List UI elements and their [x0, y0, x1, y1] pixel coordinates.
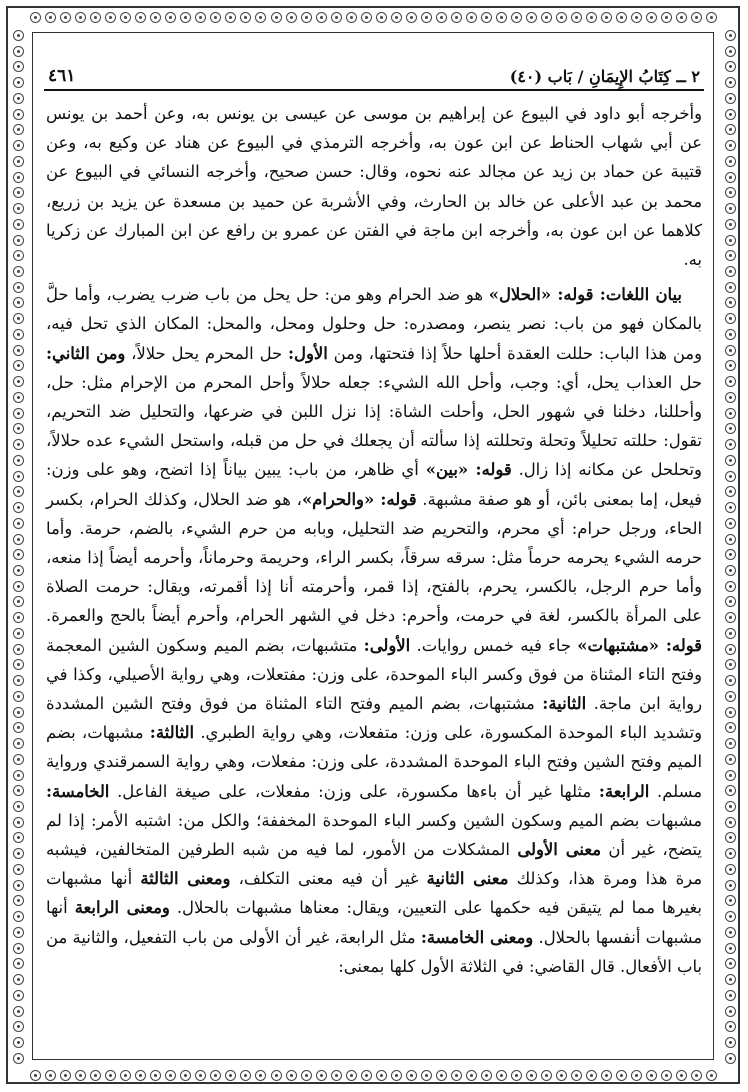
ornament-icon: [586, 12, 597, 23]
ornament-icon: [466, 1070, 477, 1081]
ornament-icon: [725, 974, 736, 985]
running-header: [44, 60, 704, 91]
ornament-icon: [13, 455, 24, 466]
ornament-icon: [240, 1070, 251, 1081]
ornament-icon: [481, 1070, 492, 1081]
body-text-run: مشبهات بضم الميم وسكون الشين وكسر الباء الموحدة المخففة؛ والكل من: اشتبه الأمر: إذا لم يتضح، غير أن: [46, 810, 702, 860]
bold-heading-term: قوله: «والحرام»: [301, 489, 417, 509]
ornament-icon: [13, 1021, 24, 1032]
ornament-icon: [691, 1070, 702, 1081]
ornament-icon: [255, 1070, 266, 1081]
ornament-icon: [13, 927, 24, 938]
ornament-icon: [376, 1070, 387, 1081]
ornament-icon: [725, 392, 736, 403]
body-text-run: أنها مشبهات بغيرها مما لم يتيقن فيه حكمها على التعيين، ويقال: معناها مشبهات بالحلال.: [46, 869, 702, 918]
ornament-icon: [120, 1070, 131, 1081]
bold-heading-term: ومن الثاني:: [46, 343, 126, 363]
ornament-icon: [90, 1070, 101, 1081]
bold-heading-term: الرابعة:: [598, 781, 650, 801]
ornament-icon: [13, 187, 24, 198]
ornament-icon: [725, 628, 736, 639]
ornament-icon: [286, 12, 297, 23]
ornament-icon: [725, 109, 736, 120]
ornament-icon: [676, 12, 687, 23]
ornament-icon: [496, 1070, 507, 1081]
ornament-icon: [195, 1070, 206, 1081]
ornament-icon: [13, 93, 24, 104]
ornament-icon: [13, 250, 24, 261]
ornament-icon: [725, 124, 736, 135]
ornament-icon: [601, 12, 612, 23]
ornament-icon: [391, 1070, 402, 1081]
ornament-icon: [13, 30, 24, 41]
ornament-icon: [13, 408, 24, 419]
ornament-icon: [725, 172, 736, 183]
ornament-icon: [601, 1070, 612, 1081]
ornament-icon: [725, 832, 736, 843]
ornament-icon: [706, 12, 717, 23]
ornament-icon: [13, 832, 24, 843]
ornament-icon: [725, 471, 736, 482]
ornament-icon: [13, 219, 24, 230]
left-ornament-border: [9, 30, 27, 1064]
ornament-icon: [13, 392, 24, 403]
ornament-icon: [725, 691, 736, 702]
ornament-icon: [725, 738, 736, 749]
ornament-icon: [586, 1070, 597, 1081]
ornament-icon: [725, 518, 736, 529]
ornament-icon: [13, 534, 24, 545]
ornament-icon: [13, 958, 24, 969]
ornament-icon: [13, 880, 24, 891]
ornament-icon: [436, 12, 447, 23]
bold-heading-term: معنى الثانية: [426, 869, 509, 889]
ornament-icon: [30, 12, 41, 23]
ornament-icon: [13, 644, 24, 655]
ornament-icon: [301, 12, 312, 23]
ornament-icon: [725, 785, 736, 796]
ornament-icon: [316, 1070, 327, 1081]
ornament-icon: [286, 1070, 297, 1081]
ornament-icon: [725, 848, 736, 859]
ornament-icon: [150, 1070, 161, 1081]
ornament-icon: [725, 565, 736, 576]
ornament-icon: [725, 864, 736, 875]
ornament-icon: [725, 581, 736, 592]
body-text-run: حل المحرم يحل حلالاً،: [125, 343, 288, 363]
ornament-icon: [13, 46, 24, 57]
ornament-icon: [725, 502, 736, 513]
ornament-icon: [725, 754, 736, 765]
ornament-icon: [725, 250, 736, 261]
bold-heading-term: الثانية:: [542, 694, 587, 714]
ornament-icon: [725, 329, 736, 340]
ornament-icon: [271, 12, 282, 23]
ornament-icon: [725, 203, 736, 214]
ornament-icon: [13, 596, 24, 607]
ornament-icon: [725, 1053, 736, 1064]
ornament-icon: [571, 1070, 582, 1081]
ornament-icon: [346, 12, 357, 23]
ornament-icon: [45, 1070, 56, 1081]
ornament-icon: [421, 1070, 432, 1081]
ornament-icon: [391, 12, 402, 23]
ornament-icon: [725, 895, 736, 906]
ornament-icon: [725, 534, 736, 545]
ornament-icon: [210, 12, 221, 23]
ornament-icon: [725, 235, 736, 246]
ornament-icon: [331, 12, 342, 23]
ornament-icon: [725, 61, 736, 72]
ornament-icon: [13, 754, 24, 765]
ornament-icon: [725, 817, 736, 828]
bold-heading-term: قوله: «مشتبهات»: [577, 635, 702, 655]
body-text-run: أنها مشبهات أنفسها بالحلال.: [46, 898, 702, 947]
ornament-icon: [725, 219, 736, 230]
ornament-icon: [725, 644, 736, 655]
ornament-icon: [631, 12, 642, 23]
header-title: ٢ ــ كِتَابُ الإِيمَانِ / بَاب (٤٠): [509, 67, 700, 86]
ornament-icon: [725, 770, 736, 781]
ornament-icon: [13, 943, 24, 954]
ornament-icon: [725, 990, 736, 1001]
body-text-run: متشبهات، بضم الميم وسكون الشين المعجمة وفتح التاء المثناة من فوق وكسر الباء الموحدة، على وزن: مفتعلات، وهي رواية الأصيلي، وكذا في رواية ابن ماجة.: [46, 635, 702, 714]
ornament-icon: [13, 313, 24, 324]
ornament-icon: [725, 297, 736, 308]
ornament-icon: [13, 738, 24, 749]
ornament-icon: [725, 156, 736, 167]
ornament-icon: [135, 1070, 146, 1081]
ornament-icon: [165, 1070, 176, 1081]
ornament-icon: [180, 1070, 191, 1081]
ornament-icon: [725, 801, 736, 812]
ornament-icon: [725, 46, 736, 57]
bold-heading-term: ومعنى الرابعة: [74, 898, 170, 918]
ornament-icon: [725, 707, 736, 718]
ornament-icon: [481, 12, 492, 23]
ornament-icon: [225, 1070, 236, 1081]
body-text-run: مشبهات، بضم الميم وفتح الشين وفتح الباء الموحدة المشددة، على وزن: مفعلات، وهي رواية السمرقندي ورواية مسلم.: [46, 723, 702, 801]
ornament-icon: [13, 77, 24, 88]
ornament-icon: [725, 187, 736, 198]
ornament-icon: [13, 486, 24, 497]
ornament-icon: [13, 895, 24, 906]
ornament-icon: [13, 156, 24, 167]
ornament-icon: [13, 770, 24, 781]
ornament-icon: [13, 471, 24, 482]
ornament-icon: [13, 911, 24, 922]
body-text-run: مشتبهات، بضم الميم وفتح التاء المثناة من فوق وفتح الشين المشددة وتشديد الباء الموحدة المكسورة، على وزن: متفعلات، وهي رواية الطبري.: [46, 694, 702, 743]
ornament-icon: [725, 345, 736, 356]
ornament-icon: [406, 1070, 417, 1081]
body-text-run: هو ضد الحرام وهو من: حل يحل من باب ضرب يضرب، وأما حلَّ بالمكان فهو من باب: نصر ينصر، ومصدره: حل وحلول ومحل، والمحل: المكان الذي تحل فيه، ومن هذا الباب: حللت العقدة أحلها حلاً إذا فتحتها، ومن: [46, 285, 702, 363]
ornament-icon: [361, 1070, 372, 1081]
ornament-icon: [13, 235, 24, 246]
ornament-icon: [541, 12, 552, 23]
ornament-icon: [725, 1037, 736, 1048]
ornament-icon: [13, 423, 24, 434]
paragraph-takhrij: وأخرجه أبو داود في البيوع عن إبراهيم بن موسى عن عيسى بن يونس به، وعن أحمد بن يونس عن أبي شهاب الحناط عن ابن عون به، وأخرجه الترمذي في البيوع عن هناد عن وكيع به، وعن قتيبة عن حماد بن زيد عن مجالد عنه نحوه، وقال: حسن صحيح، وأخرجه النسائي في البيوع عن محمد بن عبد الأعلى عن خالد بن الحارث، وفي الأشربة عن حميد بن مسعدة عن يزيد بن زريع، كلاهما عن ابن عون به، وأخرجه ابن ماجة في الفتن عن عمرو بن رافع عن ابن المبارك عن زكريا به.: [46, 104, 702, 270]
ornament-icon: [271, 1070, 282, 1081]
ornament-icon: [45, 12, 56, 23]
ornament-icon: [195, 12, 206, 23]
body-text-run: المشكلات من الأمور، لما فيه من شبه الطرفين المتخالفين، فيشبه مرة هذا ومرة هذا، وكذلك: [46, 840, 702, 889]
ornament-icon: [376, 12, 387, 23]
ornament-icon: [725, 927, 736, 938]
ornament-icon: [616, 12, 627, 23]
ornament-icon: [646, 1070, 657, 1081]
ornament-icon: [13, 61, 24, 72]
ornament-icon: [105, 1070, 116, 1081]
ornament-icon: [301, 1070, 312, 1081]
body-text-run: مثلها غير أن باءها مكسورة، على وزن: مفعلات، على صيغة الفاعل.: [109, 781, 599, 801]
ornament-icon: [406, 12, 417, 23]
ornament-icon: [725, 77, 736, 88]
ornament-icon: [725, 675, 736, 686]
ornament-icon: [725, 1021, 736, 1032]
ornament-icon: [13, 549, 24, 560]
ornament-icon: [725, 266, 736, 277]
ornament-icon: [556, 12, 567, 23]
ornament-icon: [165, 12, 176, 23]
ornament-icon: [210, 1070, 221, 1081]
ornament-icon: [725, 911, 736, 922]
bold-heading-term: بيان اللغات: قوله: «الحلال»: [488, 285, 682, 305]
ornament-icon: [75, 12, 86, 23]
ornament-icon: [240, 12, 251, 23]
body-text-run: مثل الرابعة، غير أن الأولى من باب التفعيل، والثانية من باب الأفعال. قال القاضي: في الثلاثة الأول كلها بمعنى:: [46, 927, 702, 976]
bold-heading-term: الثالثة:: [149, 723, 195, 743]
ornament-icon: [13, 124, 24, 135]
ornament-icon: [255, 12, 266, 23]
ornament-icon: [725, 722, 736, 733]
page-content: [44, 60, 704, 1060]
bold-heading-term: الأولى:: [363, 635, 411, 655]
ornament-icon: [13, 612, 24, 623]
ornament-icon: [13, 502, 24, 513]
ornament-icon: [436, 1070, 447, 1081]
ornament-icon: [120, 12, 131, 23]
bold-heading-term: قوله: «بين»: [425, 460, 512, 480]
ornament-icon: [13, 707, 24, 718]
ornament-icon: [725, 549, 736, 560]
bold-heading-term: ومعنى الثالثة: [140, 869, 231, 889]
ornament-icon: [13, 628, 24, 639]
bold-heading-term: الأول:: [287, 343, 328, 363]
ornament-icon: [725, 439, 736, 450]
ornament-icon: [725, 282, 736, 293]
body-text-run: ، هو ضد الحلال، وكذلك الحرام، بكسر الحاء، ورجل حرام: أي محرم، والتحريم ضد التحليل، وبابه من حرم الشيء، بالضم، حرمة. وأما حرمه الشيء يحرمه حرماً مثل: سرقه سرقاً، بكسر الراء، وحريمة وحرماناً، وأحرمه أيضاً إذا منعه، وأما حرم الرجل، بالكسر، يحرم، بالفتح، إذا قمر، وأحرمته أنا إذا أقمرته، ويقال: حرمت الصلاة على المرأة بالكسر، لغة في حرمت، وأحرم: دخل في الشهر الحرام، وأحرم أيضاً بالحج والعمرة.: [46, 489, 702, 626]
ornament-icon: [725, 1006, 736, 1017]
ornament-icon: [725, 376, 736, 387]
ornament-icon: [725, 30, 736, 41]
ornament-icon: [725, 596, 736, 607]
ornament-icon: [13, 140, 24, 151]
ornament-icon: [13, 376, 24, 387]
ornament-icon: [13, 1006, 24, 1017]
ornament-icon: [526, 12, 537, 23]
ornament-icon: [13, 1037, 24, 1048]
ornament-icon: [511, 12, 522, 23]
ornament-icon: [13, 864, 24, 875]
ornament-icon: [13, 518, 24, 529]
ornament-icon: [331, 1070, 342, 1081]
ornament-icon: [725, 93, 736, 104]
ornament-icon: [13, 675, 24, 686]
ornament-icon: [725, 455, 736, 466]
ornament-icon: [451, 1070, 462, 1081]
ornament-icon: [556, 1070, 567, 1081]
ornament-icon: [571, 12, 582, 23]
ornament-icon: [13, 722, 24, 733]
page-number: ٤٦١: [48, 66, 76, 86]
ornament-icon: [60, 1070, 71, 1081]
ornament-icon: [135, 12, 146, 23]
ornament-icon: [60, 12, 71, 23]
ornament-icon: [361, 12, 372, 23]
ornament-icon: [13, 203, 24, 214]
ornament-icon: [646, 12, 657, 23]
ornament-icon: [725, 943, 736, 954]
ornament-icon: [13, 581, 24, 592]
ornament-icon: [725, 313, 736, 324]
ornament-icon: [13, 817, 24, 828]
ornament-icon: [13, 439, 24, 450]
right-ornament-border: [721, 30, 739, 1064]
bottom-ornament-border: [30, 1066, 718, 1084]
ornament-icon: [706, 1070, 717, 1081]
ornament-icon: [13, 172, 24, 183]
ornament-icon: [13, 565, 24, 576]
ornament-icon: [725, 659, 736, 670]
ornament-icon: [725, 486, 736, 497]
ornament-icon: [75, 1070, 86, 1081]
ornament-icon: [466, 12, 477, 23]
ornament-icon: [13, 1053, 24, 1064]
ornament-icon: [30, 1070, 41, 1081]
ornament-icon: [13, 266, 24, 277]
ornament-icon: [616, 1070, 627, 1081]
ornament-icon: [691, 12, 702, 23]
ornament-icon: [13, 990, 24, 1001]
ornament-icon: [725, 958, 736, 969]
body-text-run: حل العذاب يحل، أي: وجب، وأحل الله الشيء: جعله حلالاً وأحل المحرم من الإحرام مثل: حل، وأحللنا، دخلنا في شهور الحل، وأحلت الشاة: إذا نزل اللبن في ضرعها، والتحليل ضد التحريم، تقول: حللته تحليلاً وتحلة وتحللته إذا سألته أن يجعلك في حل من قبله، واستحل الشيء عده حلالاً، وتحلحل عن مكانه إذا زال.: [46, 372, 702, 480]
ornament-icon: [725, 423, 736, 434]
ornament-icon: [13, 974, 24, 985]
ornament-icon: [13, 785, 24, 796]
ornament-icon: [526, 1070, 537, 1081]
ornament-icon: [13, 360, 24, 371]
bold-heading-term: الخامسة:: [46, 781, 110, 801]
ornament-icon: [13, 109, 24, 120]
ornament-icon: [13, 848, 24, 859]
ornament-icon: [725, 360, 736, 371]
ornament-icon: [631, 1070, 642, 1081]
ornament-icon: [725, 612, 736, 623]
ornament-icon: [451, 12, 462, 23]
ornament-icon: [661, 1070, 672, 1081]
body-text-run: جاء فيه خمس روايات.: [410, 635, 578, 655]
ornament-icon: [725, 408, 736, 419]
bold-heading-term: ومعنى الخامسة:: [420, 927, 534, 947]
ornament-icon: [346, 1070, 357, 1081]
ornament-icon: [90, 12, 101, 23]
ornament-icon: [421, 12, 432, 23]
top-ornament-border: [30, 8, 718, 26]
ornament-icon: [541, 1070, 552, 1081]
ornament-icon: [725, 880, 736, 891]
ornament-icon: [13, 297, 24, 308]
ornament-icon: [225, 12, 236, 23]
body-text-run: غير أن فيه معنى التكلف،: [230, 869, 427, 889]
ornament-icon: [13, 329, 24, 340]
bold-heading-term: معنى الأولى: [517, 840, 602, 860]
ornament-icon: [105, 12, 116, 23]
ornament-icon: [180, 12, 191, 23]
ornament-icon: [725, 140, 736, 151]
ornament-icon: [13, 282, 24, 293]
ornament-icon: [13, 345, 24, 356]
ornament-icon: [496, 12, 507, 23]
ornament-icon: [13, 691, 24, 702]
ornament-icon: [676, 1070, 687, 1081]
body-text-run: أي ظاهر، من باب: يبين بياناً إذا اتضح، وهو على وزن: فيعل، إما بمعنى بائن، أو هو صفة مشبهة.: [46, 460, 702, 509]
ornament-icon: [13, 801, 24, 812]
ornament-icon: [150, 12, 161, 23]
ornament-icon: [316, 12, 327, 23]
paragraph-language-notes: [44, 280, 704, 981]
ornament-icon: [13, 659, 24, 670]
ornament-icon: [511, 1070, 522, 1081]
ornament-icon: [661, 12, 672, 23]
